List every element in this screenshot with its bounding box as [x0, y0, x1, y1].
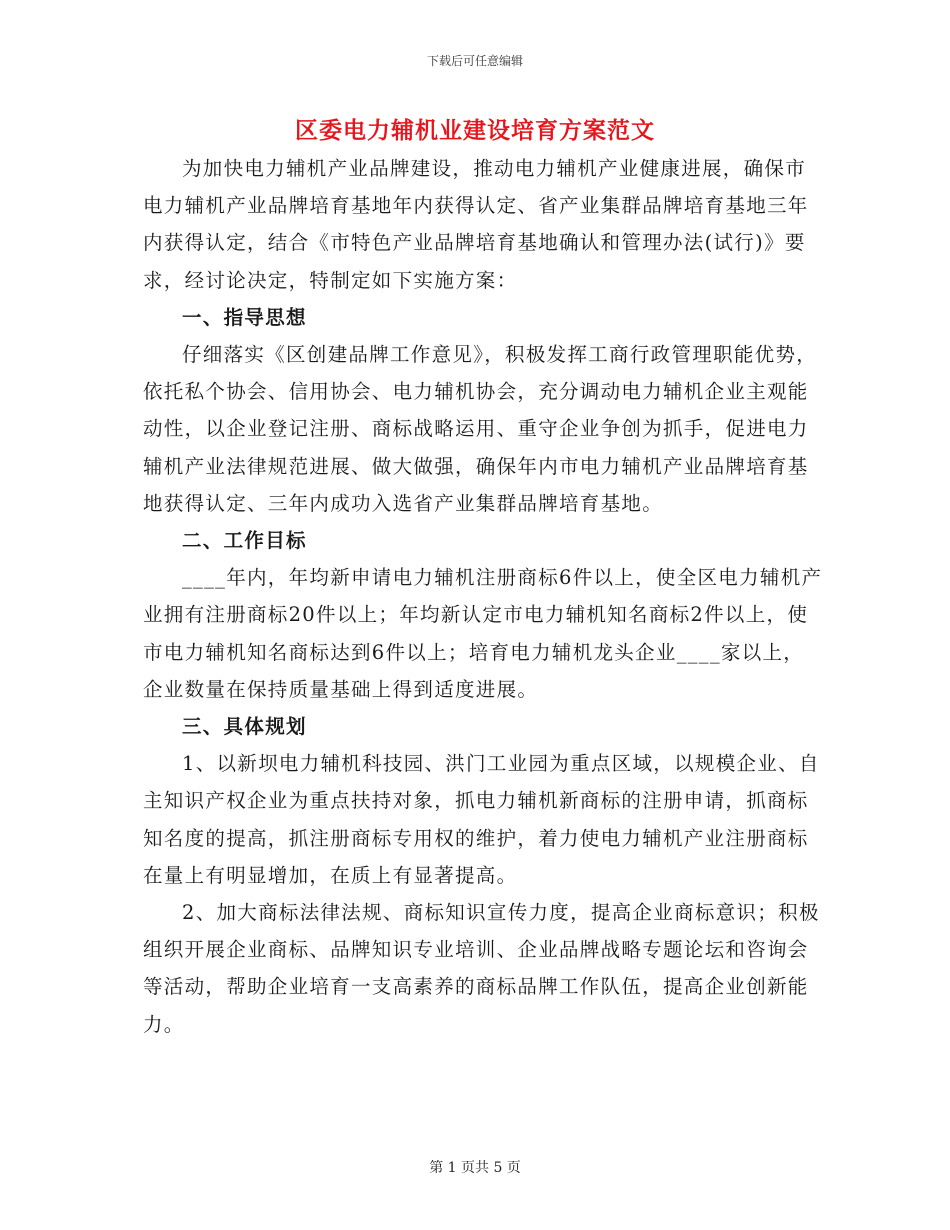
- page-footer: 第 1 页共 5 页: [429, 1160, 521, 1176]
- plan-item-1: 1、以新坝电力辅机科技园、洪门工业园为重点区域，以规模企业、自主知识产权企业为重点扶持对象，抓电力辅机新商标的注册申请，抓商标知名度的提高，抓注册商标专用权的维护，着力使电力辅机产业注册商标在量上有明显增加，在质上有显著提高。: [143, 752, 820, 887]
- section-heading-guiding-ideology: 一、指导思想: [182, 305, 307, 329]
- section-heading-work-goals: 二、工作目标: [182, 529, 307, 553]
- intro-paragraph: 为加快电力辅机产业品牌建设，推动电力辅机产业健康进展，确保市电力辅机产业品牌培育基地年内获得认定、省产业集群品牌培育基地三年内获得认定，结合《市特色产业品牌培育基地确认和管理办法(试行)》要求，经讨论决定，特制定如下实施方案：: [143, 157, 809, 292]
- header-note: 下载后可任意编辑: [426, 54, 523, 68]
- work-goals-paragraph: ____年内，年均新申请电力辅机注册商标6件以上，使全区电力辅机产业拥有注册商标20件以上；年均新认定市电力辅机知名商标2件以上，使市电力辅机知名商标达到6件以上；培育电力辅机龙头企业____家以上，企业数量在保持质量基础上得到适度进展。: [143, 566, 823, 701]
- section-heading-specific-plan: 三、具体规划: [182, 715, 307, 739]
- document-title: 区委电力辅机业建设培育方案范文: [295, 117, 655, 144]
- document-body: [143, 150, 823, 1043]
- guiding-ideology-paragraph: 仔细落实《区创建品牌工作意见》，积极发挥工商行政管理职能优势，依托私个协会、信用协会、电力辅机协会，充分调动电力辅机企业主观能动性，以企业登记注册、商标战略运用、重守企业争创为抓手，促进电力辅机产业法律规范进展、做大做强，确保年内市电力辅机产业品牌培育基地获得认定、三年内成功入选省产业集群品牌培育基地。: [143, 343, 818, 515]
- plan-item-2: 2、加大商标法律法规、商标知识宣传力度，提高企业商标意识；积极组织开展企业商标、品牌知识专业培训、企业品牌战略专题论坛和咨询会等活动，帮助企业培育一支高素养的商标品牌工作队伍，提高企业创新能力。: [143, 901, 820, 1036]
